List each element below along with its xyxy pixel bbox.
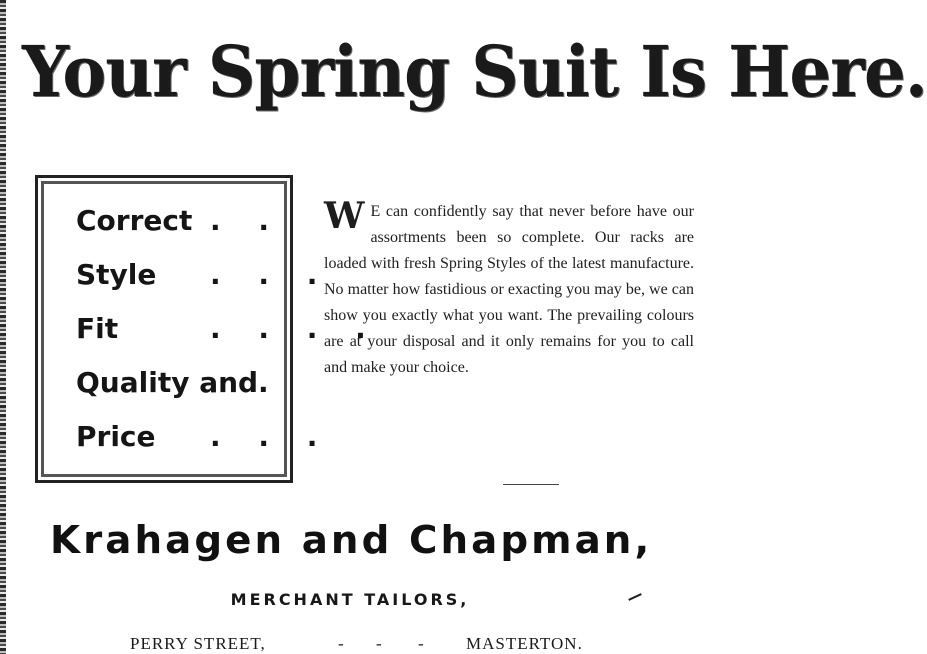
qualities-box bbox=[35, 175, 380, 483]
headline: Your Spring Suit Is Here. bbox=[22, 30, 927, 113]
quality-label: Style bbox=[76, 258, 157, 291]
quality-item bbox=[76, 258, 332, 291]
drop-cap: W bbox=[324, 195, 365, 237]
divider-rule bbox=[503, 484, 559, 485]
address-dash: - bbox=[418, 634, 425, 653]
firm-subtitle: MERCHANT TAILORS, bbox=[230, 590, 470, 609]
quality-dots: . . . . bbox=[210, 312, 380, 345]
address-line bbox=[130, 634, 690, 654]
firm-name: Krahagen and Chapman, bbox=[50, 518, 653, 562]
quality-dots: . . . bbox=[210, 258, 332, 291]
address-dash: - bbox=[338, 634, 345, 653]
quality-label: Fit bbox=[76, 312, 119, 345]
quality-item bbox=[76, 204, 284, 237]
quality-item bbox=[76, 312, 380, 345]
quality-dots: . . bbox=[210, 204, 284, 237]
page-edge-border bbox=[0, 0, 6, 654]
town: MASTERTON. bbox=[466, 634, 583, 653]
quality-label: Price bbox=[76, 420, 156, 453]
address-dash: - bbox=[376, 634, 383, 653]
quality-dots: . bbox=[258, 366, 283, 399]
quality-dots: . . . bbox=[210, 420, 332, 453]
body-paragraph bbox=[324, 195, 694, 381]
quality-label: Correct bbox=[76, 204, 193, 237]
quality-item bbox=[76, 420, 332, 453]
street: PERRY STREET, bbox=[130, 634, 266, 653]
quality-label: Quality and bbox=[76, 366, 259, 399]
body-text: E can confidently say that never before have our assortments been so complete. Our racks are loaded with fresh Spring Styles of the latest manufacture. No matter how fastidious or exacting you may be, we can show you exactly what you want. The prevailing colours are at your disposal and it only remains for you to call and make your choice. bbox=[324, 203, 694, 376]
quality-item bbox=[76, 366, 283, 399]
